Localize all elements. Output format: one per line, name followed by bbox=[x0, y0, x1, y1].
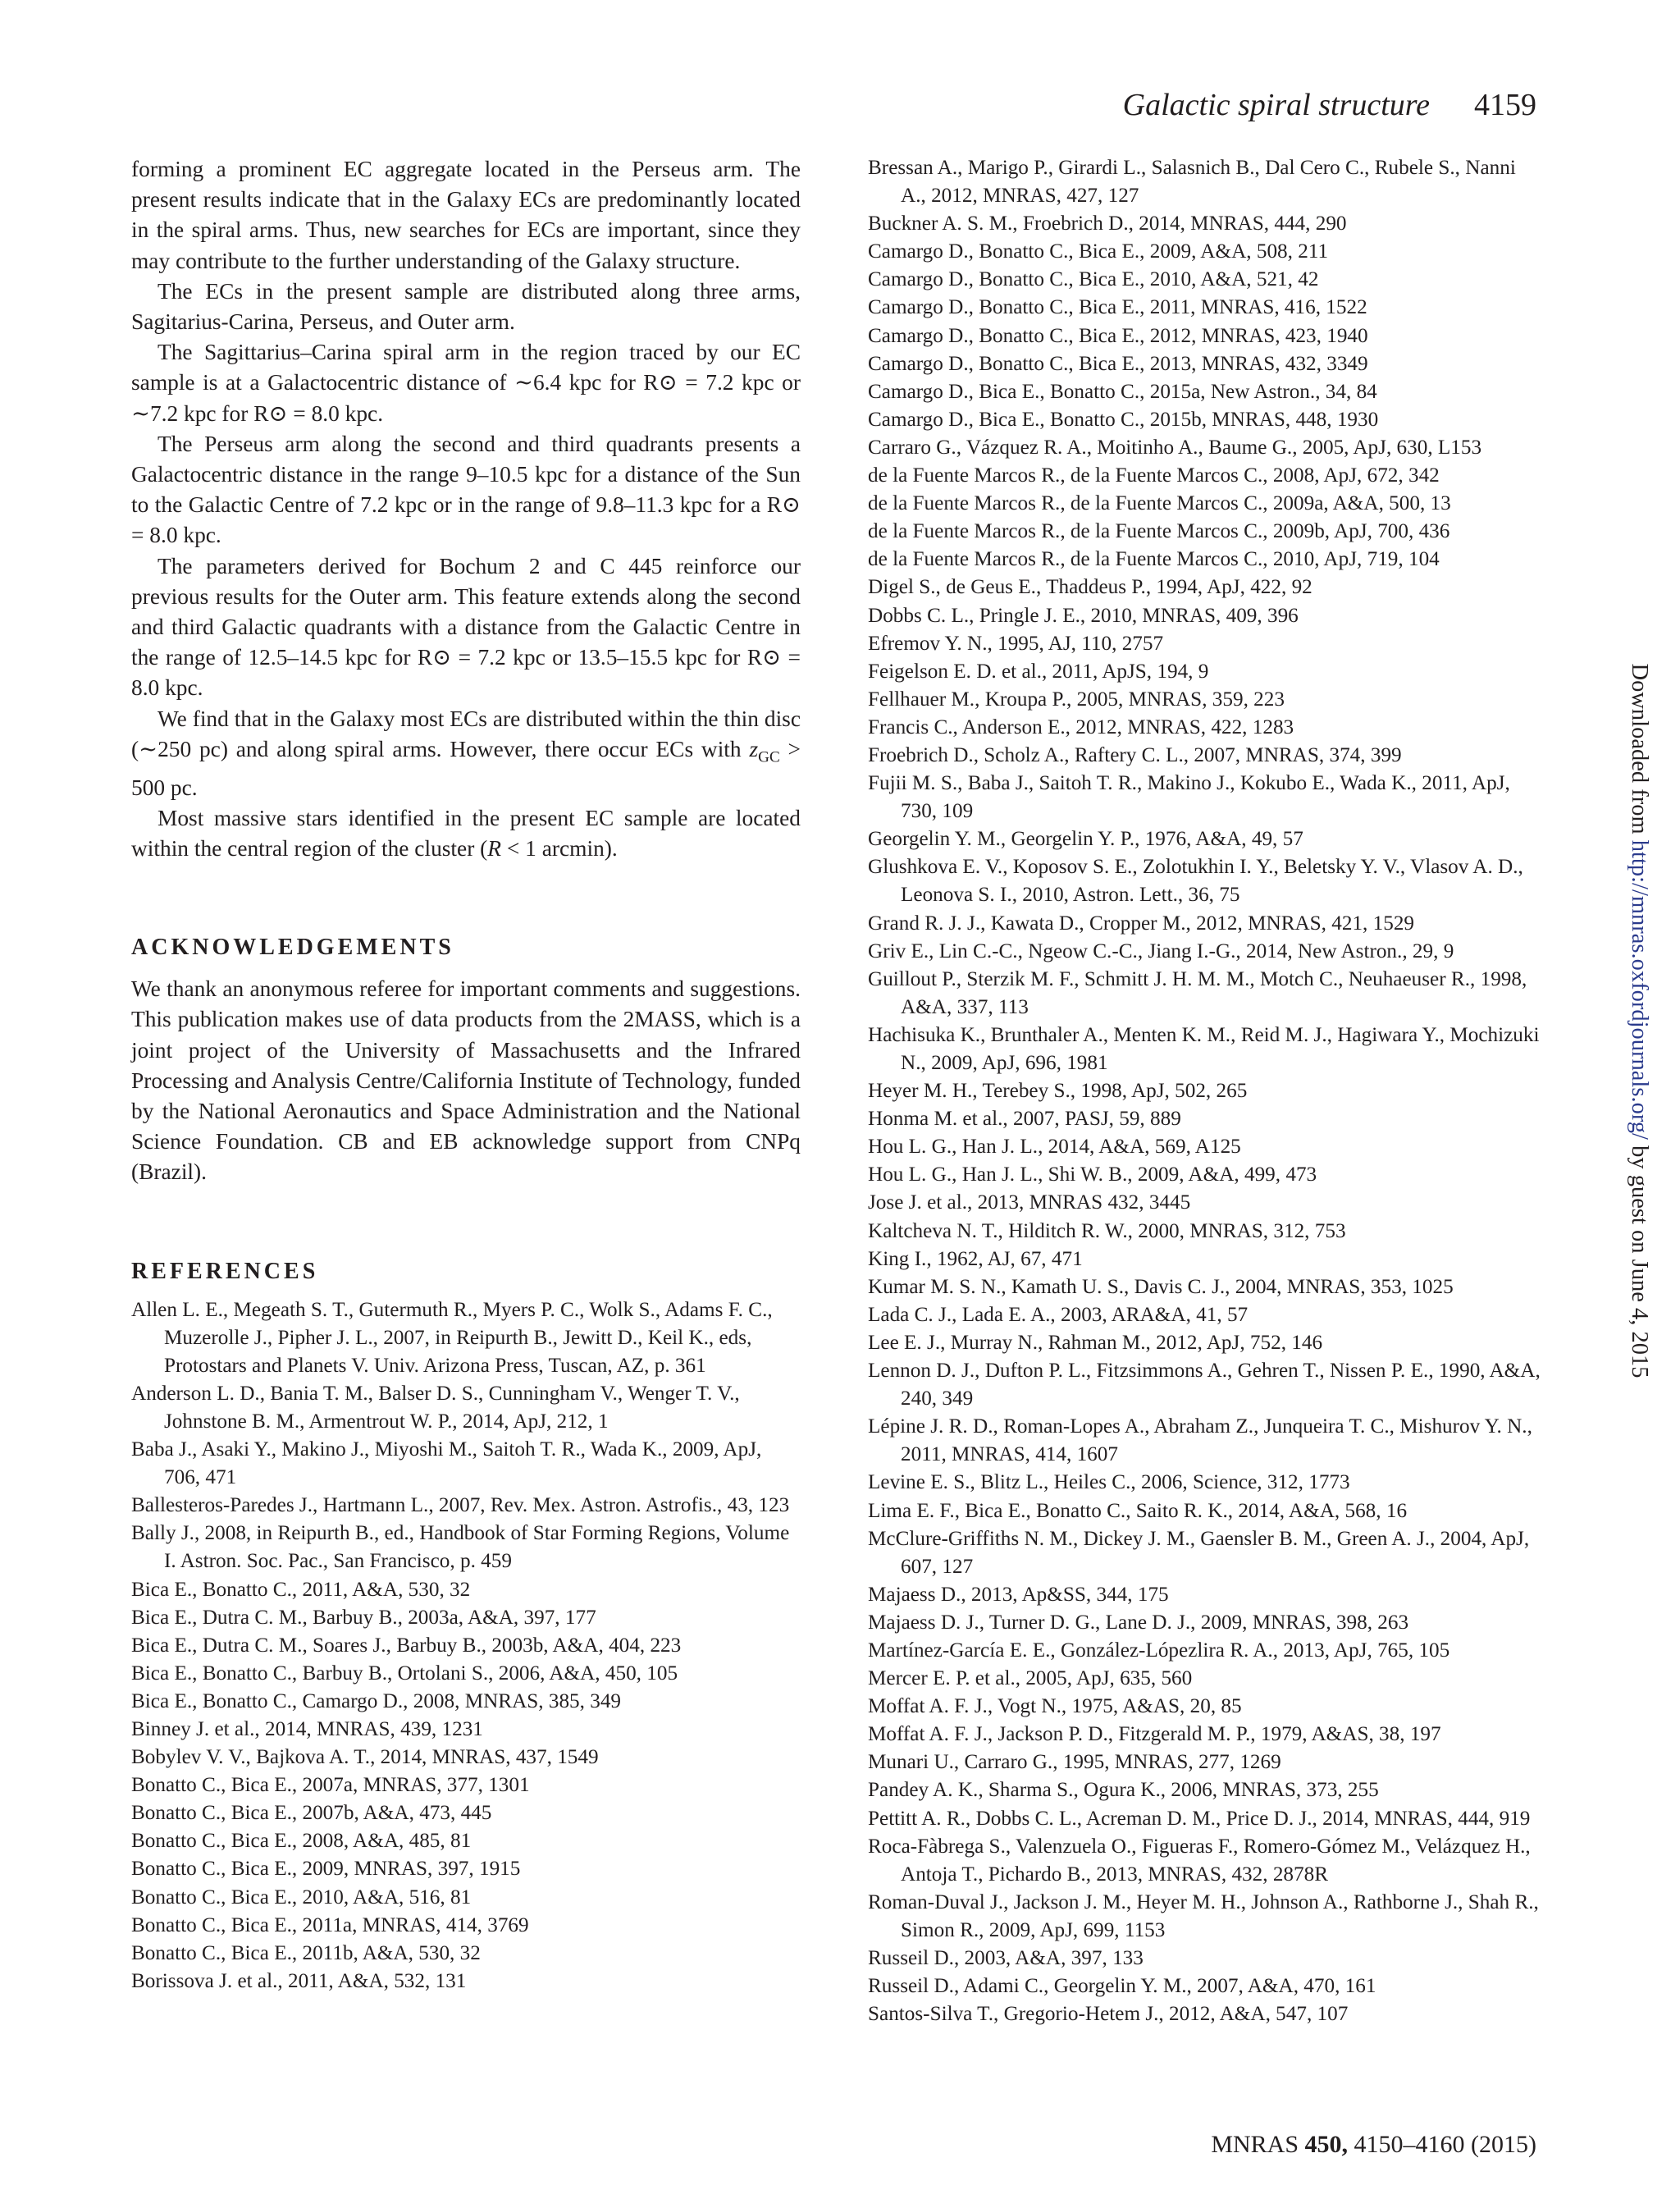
reference-item: Honma M. et al., 2007, PASJ, 59, 889 bbox=[868, 1108, 1181, 1131]
body-paragraph: The ECs in the present sample are distributed along three arms, Sagitarius-Carina, Perseus, and Outer arm. bbox=[131, 278, 801, 335]
reference-item: Bonatto C., Bica E., 2007b, A&A, 473, 445 bbox=[131, 1802, 492, 1825]
reference-item: Bonatto C., Bica E., 2011a, MNRAS, 414, 3769 bbox=[131, 1913, 529, 1936]
reference-item: Digel S., de Geus E., Thaddeus P., 1994, ApJ, 422, 92 bbox=[868, 576, 1312, 599]
reference-item: Fujii M. S., Baba J., Saitoh T. R., Makino J., Kokubo E., Wada K., 2011, ApJ, 730, 109 bbox=[868, 772, 1510, 823]
reference-item: Bonatto C., Bica E., 2009, MNRAS, 397, 1915 bbox=[131, 1858, 521, 1881]
reference-list-left bbox=[131, 1296, 801, 1995]
reference-item: Georgelin Y. M., Georgelin Y. P., 1976, A&A, 49, 57 bbox=[868, 828, 1303, 851]
reference-item: Carraro G., Vázquez R. A., Moitinho A., Baume G., 2005, ApJ, 630, L153 bbox=[868, 436, 1482, 459]
page-number: 4159 bbox=[1474, 88, 1536, 122]
reference-item: de la Fuente Marcos R., de la Fuente Marcos C., 2009a, A&A, 500, 13 bbox=[868, 492, 1451, 515]
reference-item: Martínez-García E. E., González-Lópezlira R. A., 2013, ApJ, 765, 105 bbox=[868, 1639, 1450, 1662]
reference-item: Pettitt A. R., Dobbs C. L., Acreman D. M., Price D. J., 2014, MNRAS, 444, 919 bbox=[868, 1807, 1531, 1830]
reference-item: Jose J. et al., 2013, MNRAS 432, 3445 bbox=[868, 1191, 1191, 1214]
reference-item: Hachisuka K., Brunthaler A., Menten K. M., Reid M. J., Hagiwara Y., Mochizuki N., 2009, ApJ, 696, 1981 bbox=[868, 1023, 1540, 1074]
reference-item: Bonatto C., Bica E., 2008, A&A, 485, 81 bbox=[131, 1830, 472, 1853]
reference-item: Bobylev V. V., Bajkova A. T., 2014, MNRAS, 437, 1549 bbox=[131, 1746, 599, 1769]
body-paragraph: forming a prominent EC aggregate located in the Perseus arm. The present results indicate that in the Galaxy ECs are predominantly located in the spiral arms. Thus, new searches for ECs are important, since they may contribute to the further understanding of the Galaxy structure. bbox=[131, 157, 801, 273]
reference-item: Mercer E. P. et al., 2005, ApJ, 635, 560 bbox=[868, 1667, 1193, 1690]
reference-item: Munari U., Carraro G., 1995, MNRAS, 277, 1269 bbox=[868, 1751, 1281, 1774]
reference-item: Fellhauer M., Kroupa P., 2005, MNRAS, 359, 223 bbox=[868, 688, 1285, 711]
reference-item: Kumar M. S. N., Kamath U. S., Davis C. J., 2004, MNRAS, 353, 1025 bbox=[868, 1275, 1454, 1298]
reference-item: Camargo D., Bonatto C., Bica E., 2010, A&A, 521, 42 bbox=[868, 268, 1319, 291]
left-column bbox=[131, 154, 801, 1995]
reference-item: de la Fuente Marcos R., de la Fuente Marcos C., 2010, ApJ, 719, 104 bbox=[868, 548, 1440, 571]
reference-item: Allen L. E., Megeath S. T., Gutermuth R., Myers P. C., Wolk S., Adams F. C., Muzerolle J., Pipher J. L., 2007, in Reipurth B., Jewitt D., Keil K., eds, Protostars and Planets V. Univ. Arizona Press, Tuscan, AZ, p. 361 bbox=[131, 1298, 773, 1377]
reference-item: Roman-Duval J., Jackson J. M., Heyer M. H., Johnson A., Rathborne J., Shah R., Simon R., 2009, ApJ, 699, 1153 bbox=[868, 1890, 1539, 1941]
reference-item: Santos-Silva T., Gregorio-Hetem J., 2012, A&A, 547, 107 bbox=[868, 2003, 1349, 2026]
reference-item: Efremov Y. N., 1995, AJ, 110, 2757 bbox=[868, 632, 1164, 655]
reference-item: Lennon D. J., Dufton P. L., Fitzsimmons A., Gehren T., Nissen P. E., 1990, A&A, 240, 349 bbox=[868, 1360, 1541, 1410]
right-column bbox=[868, 154, 1541, 2028]
reference-item: Baba J., Asaki Y., Makino J., Miyoshi M., Saitoh T. R., Wada K., 2009, ApJ, 706, 471 bbox=[131, 1438, 762, 1489]
reference-item: Camargo D., Bonatto C., Bica E., 2011, MNRAS, 416, 1522 bbox=[868, 296, 1367, 319]
reference-item: Glushkova E. V., Koposov S. E., Zolotukhin I. Y., Beletsky Y. V., Vlasov A. D., Leonova S. I., 2010, Astron. Lett., 36, 75 bbox=[868, 856, 1523, 907]
reference-item: Bica E., Bonatto C., Barbuy B., Ortolani S., 2006, A&A, 450, 105 bbox=[131, 1662, 678, 1685]
reference-item: Dobbs C. L., Pringle J. E., 2010, MNRAS, 409, 396 bbox=[868, 604, 1299, 627]
reference-item: Majaess D., 2013, Ap&SS, 344, 175 bbox=[868, 1583, 1169, 1606]
journal-name: MNRAS bbox=[1211, 2131, 1299, 2158]
reference-item: Buckner A. S. M., Froebrich D., 2014, MNRAS, 444, 290 bbox=[868, 213, 1347, 235]
paragraph-text: < 1 arcmin). bbox=[501, 835, 618, 861]
reference-item: Levine E. S., Blitz L., Heiles C., 2006, Science, 312, 1773 bbox=[868, 1471, 1350, 1494]
acknowledgements-text: We thank an anonymous referee for important comments and suggestions. This publication makes use of data products from the 2MASS, which is a joint project of the University of Massachusetts and the Infrared Processing and Analysis Centre/California Institute of Technology, funded by the National Aeronautics and Space Administration and the National Science Foundation. CB and EB acknowledge support from CNPq (Brazil). bbox=[131, 976, 801, 1185]
reference-item: Guillout P., Sterzik M. F., Schmitt J. H. M. M., Motch C., Neuhaeuser R., 1998, A&A, 337, 113 bbox=[868, 967, 1527, 1018]
reference-item: Griv E., Lin C.-C., Ngeow C.-C., Jiang I.-G., 2014, New Astron., 29, 9 bbox=[868, 939, 1454, 962]
reference-item: McClure-Griffiths N. M., Dickey J. M., Gaensler B. M., Green A. J., 2004, ApJ, 607, 127 bbox=[868, 1527, 1530, 1578]
reference-item: Lépine J. R. D., Roman-Lopes A., Abraham Z., Junqueira T. C., Mishurov Y. N., 2011, MNRAS, 414, 1607 bbox=[868, 1415, 1532, 1466]
body-paragraph bbox=[131, 803, 801, 864]
reference-item: Bonatto C., Bica E., 2011b, A&A, 530, 32 bbox=[131, 1941, 481, 1964]
math-variable: R bbox=[487, 835, 502, 861]
paragraph-text: Most massive stars identified in the present EC sample are located within the central region of the cluster ( bbox=[131, 805, 801, 861]
running-header bbox=[1123, 87, 1536, 123]
math-subscript: GC bbox=[758, 748, 780, 766]
reference-item: Russeil D., 2003, A&A, 397, 133 bbox=[868, 1947, 1144, 1969]
reference-item: Francis C., Anderson E., 2012, MNRAS, 422, 1283 bbox=[868, 715, 1294, 738]
paragraph-text: > 500 pc. bbox=[131, 736, 801, 800]
paragraph-text: We find that in the Galaxy most ECs are distributed within the thin disc (∼250 pc) and along spiral arms. However, there occur ECs with bbox=[131, 706, 801, 761]
download-notice-suffix: by guest on June 4, 2015 bbox=[1627, 1139, 1652, 1378]
reference-item: Bica E., Dutra C. M., Soares J., Barbuy B., 2003b, A&A, 404, 223 bbox=[131, 1634, 682, 1657]
page-footer bbox=[1211, 2131, 1536, 2159]
reference-item: Camargo D., Bonatto C., Bica E., 2012, MNRAS, 423, 1940 bbox=[868, 324, 1368, 347]
body-paragraph bbox=[131, 704, 801, 803]
reference-item: Camargo D., Bica E., Bonatto C., 2015a, New Astron., 34, 84 bbox=[868, 380, 1377, 403]
reference-item: Bonatto C., Bica E., 2010, A&A, 516, 81 bbox=[131, 1886, 472, 1909]
reference-item: Lee E. J., Murray N., Rahman M., 2012, ApJ, 752, 146 bbox=[868, 1331, 1323, 1354]
reference-item: Froebrich D., Scholz A., Raftery C. L., 2007, MNRAS, 374, 399 bbox=[868, 743, 1402, 766]
reference-item: Pandey A. K., Sharma S., Ogura K., 2006, MNRAS, 373, 255 bbox=[868, 1779, 1379, 1802]
reference-item: Moffat A. F. J., Jackson P. D., Fitzgerald M. P., 1979, A&AS, 38, 197 bbox=[868, 1723, 1441, 1746]
reference-item: Camargo D., Bonatto C., Bica E., 2013, MNRAS, 432, 3349 bbox=[868, 352, 1368, 375]
journal-volume: 450, bbox=[1304, 2131, 1349, 2158]
reference-item: Camargo D., Bonatto C., Bica E., 2009, A&A, 508, 211 bbox=[868, 240, 1329, 263]
reference-item: Binney J. et al., 2014, MNRAS, 439, 1231 bbox=[131, 1717, 483, 1740]
download-notice-prefix: Downloaded from bbox=[1627, 663, 1652, 840]
reference-item: Bica E., Dutra C. M., Barbuy B., 2003a, A&A, 397, 177 bbox=[131, 1606, 596, 1629]
reference-item: de la Fuente Marcos R., de la Fuente Marcos C., 2009b, ApJ, 700, 436 bbox=[868, 520, 1450, 543]
reference-item: Bica E., Bonatto C., 2011, A&A, 530, 32 bbox=[131, 1578, 471, 1601]
reference-item: King I., 1962, AJ, 67, 471 bbox=[868, 1247, 1083, 1270]
reference-item: Hou L. G., Han J. L., Shi W. B., 2009, A&A, 499, 473 bbox=[868, 1163, 1317, 1186]
reference-item: Lada C. J., Lada E. A., 2003, ARA&A, 41, 57 bbox=[868, 1303, 1249, 1326]
body-paragraph: The Sagittarius–Carina spiral arm in the region traced by our EC sample is at a Galactocentric distance of ∼6.4 kpc for R⊙ = 7.2 kpc or ∼7.2 kpc for R⊙ = 8.0 kpc. bbox=[131, 340, 801, 426]
acknowledgements-heading: ACKNOWLEDGEMENTS bbox=[131, 935, 454, 961]
reference-item: Lima E. F., Bica E., Bonatto C., Saito R. K., 2014, A&A, 568, 16 bbox=[868, 1499, 1408, 1522]
reference-item: Borissova J. et al., 2011, A&A, 532, 131 bbox=[131, 1969, 467, 1992]
reference-item: Camargo D., Bica E., Bonatto C., 2015b, MNRAS, 448, 1930 bbox=[868, 408, 1379, 431]
reference-item: Ballesteros-Paredes J., Hartmann L., 2007, Rev. Mex. Astron. Astrofis., 43, 123 bbox=[131, 1494, 790, 1517]
reference-item: Bressan A., Marigo P., Girardi L., Salasnich B., Dal Cero C., Rubele S., Nanni A., 2012, MNRAS, 427, 127 bbox=[868, 157, 1516, 208]
references-heading: REFERENCES bbox=[131, 1258, 319, 1284]
reference-item: Bica E., Bonatto C., Camargo D., 2008, MNRAS, 385, 349 bbox=[131, 1689, 622, 1712]
reference-item: Moffat A. F. J., Vogt N., 1975, A&AS, 20, 85 bbox=[868, 1695, 1242, 1718]
reference-item: Russeil D., Adami C., Georgelin Y. M., 2007, A&A, 470, 161 bbox=[868, 1975, 1376, 1998]
reference-item: de la Fuente Marcos R., de la Fuente Marcos C., 2008, ApJ, 672, 342 bbox=[868, 464, 1440, 487]
body-paragraph: The Perseus arm along the second and third quadrants presents a Galactocentric distance in the range 9–10.5 kpc for a distance of the Sun to the Galactic Centre of 7.2 kpc or in the range of 9.8–11.3 kpc for a R⊙ = 8.0 kpc. bbox=[131, 431, 801, 548]
math-variable: z bbox=[749, 736, 759, 761]
reference-item: Bally J., 2008, in Reipurth B., ed., Handbook of Star Forming Regions, Volume I. Astron. Soc. Pac., San Francisco, p. 459 bbox=[131, 1522, 790, 1573]
running-title: Galactic spiral structure bbox=[1122, 88, 1430, 122]
reference-item: Grand R. J. J., Kawata D., Cropper M., 2012, MNRAS, 421, 1529 bbox=[868, 912, 1415, 935]
reference-item: Kaltcheva N. T., Hilditch R. W., 2000, MNRAS, 312, 753 bbox=[868, 1219, 1346, 1242]
reference-item: Majaess D. J., Turner D. G., Lane D. J., 2009, MNRAS, 398, 263 bbox=[868, 1611, 1409, 1634]
journal-link[interactable]: http://mnras.oxfordjournals.org/ bbox=[1627, 839, 1652, 1140]
reference-item: Roca-Fàbrega S., Valenzuela O., Figueras F., Romero-Gómez M., Velázquez H., Antoja T., Pichardo B., 2013, MNRAS, 432, 2878R bbox=[868, 1835, 1531, 1886]
reference-list-right bbox=[868, 154, 1541, 2028]
reference-item: Hou L. G., Han J. L., 2014, A&A, 569, A125 bbox=[868, 1136, 1241, 1159]
body-paragraph: The parameters derived for Bochum 2 and C 445 reinforce our previous results for the Outer arm. This feature extends along the second and third Galactic quadrants with a distance from the Galactic Centre in the range of 12.5–14.5 kpc for R⊙ = 7.2 kpc or 13.5–15.5 kpc for R⊙ = 8.0 kpc. bbox=[131, 553, 801, 701]
reference-item: Feigelson E. D. et al., 2011, ApJS, 194, 9 bbox=[868, 660, 1209, 683]
reference-item: Heyer M. H., Terebey S., 1998, ApJ, 502, 265 bbox=[868, 1080, 1248, 1103]
reference-item: Anderson L. D., Bania T. M., Balser D. S., Cunningham V., Wenger T. V., Johnstone B. M., Armentrout W. P., 2014, ApJ, 212, 1 bbox=[131, 1382, 740, 1433]
download-notice bbox=[1625, 664, 1653, 1378]
reference-item: Bonatto C., Bica E., 2007a, MNRAS, 377, 1301 bbox=[131, 1774, 530, 1797]
page-range: 4150–4160 (2015) bbox=[1354, 2131, 1536, 2158]
